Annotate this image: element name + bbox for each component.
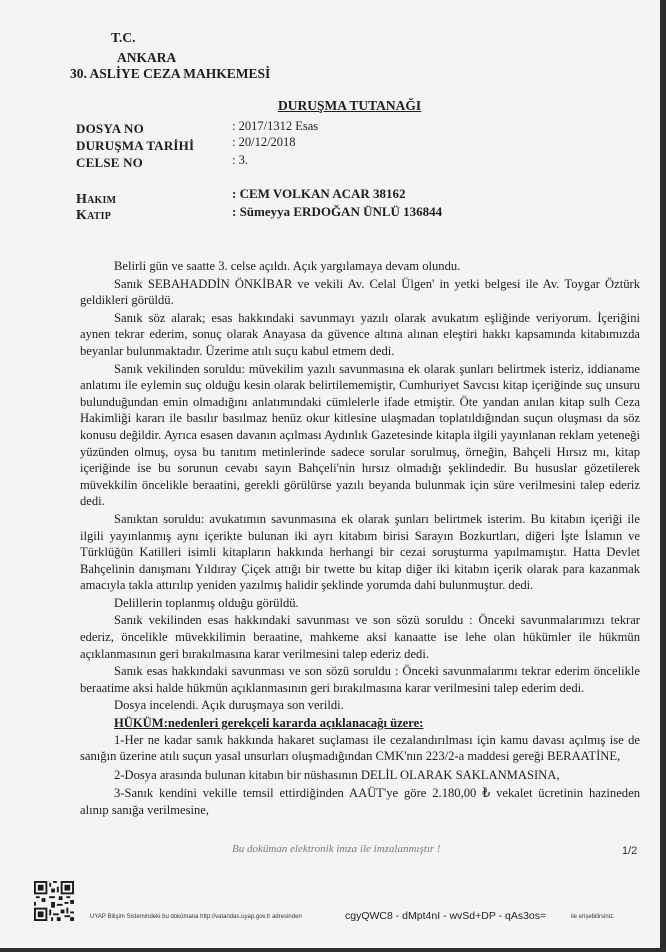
paragraph-counsel-statement: Sanık vekilinden soruldu: müvekilim yazılı savunmasına ek olarak şunları belirtmek isteriz, iddianame anlatımı ile eylemin suç olduğu kesin olarak belirtilememiştir, Cumhuriyet Savcısı kitap içeriğinde suç unsuru bulunduğundan emin olmadığını anlatımındaki cümlelerle ifade etmiştir. Öte yandan anılan kitap sulh Ceza Hakimliği kararı ile basılır basılmaz henüz okur kitlesine ulaşmadan toplatıldığından suçun oluşması da söz konusu değildir. Ayrıca esasen davanın açılması Aydınlık Gazetesinde kitapla ilgili yayınlanan reklam yeteneği yüzünden olmuş, oysa bu tanıtım metinlerinde sadece sorular sorulmuş, örneğin, Bahçeli Hırsız mı, kitap içeriğinde ise bu sorunun cevabı sayın Bahçeli'nin hırsız olmadığı şeklindedir. Bu hususlar gözetilerek müvekkilin öncelikle beraatini, gerekli görülürse yazılı beyanda bulunmak için süre verilmesini talep ederiz dedi. bbox=[80, 361, 640, 509]
verification-code: cgyQWC8 - dMpt4nI - wvSd+DP - qAs3os= bbox=[345, 910, 547, 922]
field-label-katip: Katip bbox=[76, 208, 112, 223]
field-value-hakim: : CEM VOLKAN ACAR 38162 bbox=[232, 186, 406, 201]
header-city: ANKARA bbox=[117, 50, 177, 65]
field-label-hakim: Hakim bbox=[76, 192, 117, 207]
e-signature-watermark: Bu doküman elektronik imza ile imzalanmıştır ! bbox=[232, 843, 441, 855]
field-label-celse-no: CELSE NO bbox=[76, 155, 143, 170]
verdict-item-1: 1-Her ne kadar sanık hakkında hakaret suçlaması ile cezalandırılması için kamu davası açılmış ise de sanığın üzerine atılı suçun yasal unsurları oluşmadığından CMK'nın 223/2-a maddesi gereği BERAATİNE, bbox=[80, 732, 640, 764]
field-value-celse-no: : 3. bbox=[232, 153, 248, 167]
paragraph-attendance: Sanık SEBAHADDİN ÖNKİBAR ve vekili Av. Celal Ülgen' in yetki belgesi ile Av. Toygar Öztürk geldikleri görüldü. bbox=[80, 276, 640, 308]
header-country: T.C. bbox=[111, 30, 136, 45]
paragraph-evidence: Delillerin toplanmış olduğu görüldü. bbox=[114, 595, 299, 610]
verdict-item-2: 2-Dosya arasında bulunan kitabın bir nüshasının DELİL OLARAK SAKLANMASINA, bbox=[114, 767, 560, 782]
page-shadow-right bbox=[660, 0, 666, 952]
qr-code-icon bbox=[34, 880, 74, 922]
field-label-dosya-no: DOSYA NO bbox=[76, 121, 144, 136]
verdict-item-3: 3-Sanık kendini vekille temsil ettirdiğinden AAÜT'ye göre 2.180,00 ₺ vekalet ücretinin hazineden alınıp sanığa verilmesine, bbox=[80, 786, 640, 817]
field-value-katip: : Sümeyya ERDOĞAN ÜNLÜ 136844 bbox=[232, 204, 443, 219]
paragraph-counsel-final-word: Sanık vekilinden esas hakkındaki savunması ve son sözü soruldu : Önceki savunmalarımızı tekrar ederiz, öncelikle müvekkilimin beraatine, mahkeme aksi kanaatte ise lehe olan hükümler ile hükmün açıklanmasının geri bırakılmasına karar verilmesini talep ederiz dedi. bbox=[80, 613, 640, 661]
paragraph-defendant-statement: Sanık söz alarak; esas hakkındaki savunmayı yazılı olarak avukatım eşliğinde veriyorum. İçeriğini aynen tekrar ederim, sonuç olarak Anayasa da güvence altına alınan eleştiri hakkı kapsamında kitabımızda beyanlar bulunmaktadır. Üzerime atılı suçu kabul etmem dedi. bbox=[80, 310, 640, 358]
paragraph-defendant-addition: Sanıktan soruldu: avukatımın savunmasına ek olarak şunları belirtmek isterim. Bu kitabın içeriği ile ilgili yayınlanmış aynı içerikte bulunan iki ayrı kitabım birisi Sarayın Bozkurtları, diğeri İşte İslamın ve Türklüğün Katilleri isimli kitapların hakkında herhangi bir cezai soruşturma yapılmamıştır. Hatta Devlet Bahçelinin danışmanı Yıldıray Çiçek attığı bir twette bu kitap diğer iki kitabın içerik olarak para kazanmak amacıyla takla attırılıp yeniden yazılmış halidir şeklinde yorumda dahi bulunmuştur. dedi. bbox=[80, 511, 640, 593]
field-label-durusma-tarihi: DURUŞMA TARİHİ bbox=[76, 138, 195, 153]
page-number: 1/2 bbox=[622, 845, 638, 857]
document-title: DURUŞMA TUTANAĞI bbox=[278, 98, 422, 113]
field-value-durusma-tarihi: : 20/12/2018 bbox=[232, 135, 296, 149]
footer-uyap-text: UYAP Bilişim Sistemindeki bu dokümana http://vatandas.uyap.gov.tr adresinden bbox=[90, 914, 302, 920]
footer-suffix: ile erişebilirsiniz. bbox=[571, 914, 615, 920]
paragraph-hearing-closed: Dosya incelendi. Açık duruşmaya son verildi. bbox=[114, 698, 344, 713]
paragraph-session-opened: Belirli gün ve saatte 3. celse açıldı. Açık yargılamaya devam olundu. bbox=[114, 259, 461, 273]
page-shadow-bottom bbox=[0, 948, 666, 952]
proceedings-body bbox=[80, 258, 640, 821]
verdict-heading: HÜKÜM:nedenleri gerekçeli kararda açıklanacağı üzere: bbox=[114, 716, 424, 731]
field-value-dosya-no: : 2017/1312 Esas bbox=[232, 119, 319, 133]
paragraph-defendant-final-word: Sanık esas hakkındaki savunması ve son sözü soruldu : Önceki savunmalarımı tekrar ederim öncelikle beraatime aksi halde hükmün açıklanmasının geri bırakılmasına karar verilmesini talep ederim dedi. bbox=[80, 664, 640, 695]
header-court: 30. ASLİYE CEZA MAHKEMESİ bbox=[70, 66, 271, 81]
